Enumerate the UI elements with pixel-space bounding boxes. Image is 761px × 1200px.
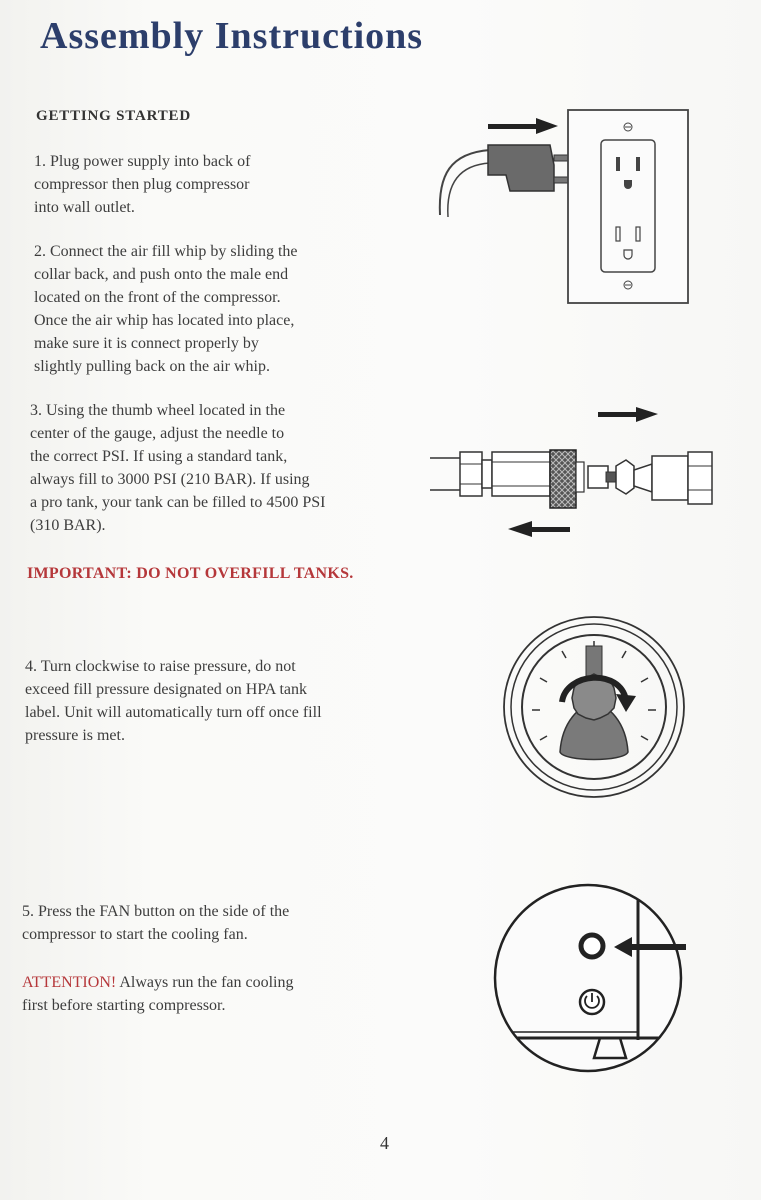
step-1-line-1: 1. Plug power supply into back of xyxy=(34,153,251,170)
page-title: Assembly Instructions xyxy=(40,15,424,57)
step-3-line-6: (310 BAR). xyxy=(30,517,106,534)
air-fill-whip-illustration xyxy=(430,400,720,545)
step-2 xyxy=(34,240,298,378)
step-1 xyxy=(34,150,250,219)
important-warning: IMPORTANT: DO NOT OVERFILL TANKS. xyxy=(27,565,354,582)
section-heading: GETTING STARTED xyxy=(36,108,191,124)
step-4 xyxy=(25,655,322,747)
attention-line-1-text: Always run the fan cooling xyxy=(116,974,294,991)
step-2-line-4: Once the air whip has located into place, xyxy=(34,312,295,329)
step-5 xyxy=(22,900,289,946)
step-2-line-3: located on the front of the compressor. xyxy=(34,289,281,306)
step-5-line-2: compressor to start the cooling fan. xyxy=(22,926,248,943)
step-3 xyxy=(30,399,326,537)
attention-line-1 xyxy=(22,971,294,994)
step-1-line-3: into wall outlet. xyxy=(34,199,135,216)
power-button-icon xyxy=(580,990,604,1014)
wall-outlet-plug-illustration xyxy=(430,105,700,310)
step-2-line-1: 2. Connect the air fill whip by sliding the xyxy=(34,243,298,260)
step-2-line-2: collar back, and push onto the male end xyxy=(34,266,289,283)
arrow-left-icon xyxy=(508,521,570,537)
step-4-line-1: 4. Turn clockwise to raise pressure, do not xyxy=(25,658,296,675)
step-4-line-3: label. Unit will automatically turn off once fill xyxy=(25,704,322,721)
fan-button-illustration xyxy=(490,880,690,1075)
page-number: 4 xyxy=(380,1133,389,1153)
attention-note xyxy=(22,971,294,1017)
fan-button-icon xyxy=(581,935,603,957)
pressure-gauge-illustration xyxy=(500,612,690,807)
step-3-line-4: always fill to 3000 PSI (210 BAR). If using xyxy=(30,471,310,488)
step-1-line-2: compressor then plug compressor xyxy=(34,176,250,193)
step-5-line-1: 5. Press the FAN button on the side of the xyxy=(22,903,290,920)
step-2-line-6: slightly pulling back on the air whip. xyxy=(34,358,270,375)
step-2-line-5: make sure it is connect properly by xyxy=(34,335,259,352)
step-4-line-4: pressure is met. xyxy=(25,727,125,744)
arrow-right-icon xyxy=(598,407,658,422)
attention-line-2: first before starting compressor. xyxy=(22,997,226,1014)
step-3-line-3: the correct PSI. If using a standard tank, xyxy=(30,448,288,465)
step-3-line-5: a pro tank, your tank can be filled to 4500 PSI xyxy=(30,494,326,511)
step-3-line-1: 3. Using the thumb wheel located in the xyxy=(30,402,286,419)
step-3-line-2: center of the gauge, adjust the needle to xyxy=(30,425,285,442)
step-4-line-2: exceed fill pressure designated on HPA tank xyxy=(25,681,308,698)
arrow-right-icon xyxy=(488,118,558,134)
attention-label: ATTENTION! xyxy=(22,974,117,991)
